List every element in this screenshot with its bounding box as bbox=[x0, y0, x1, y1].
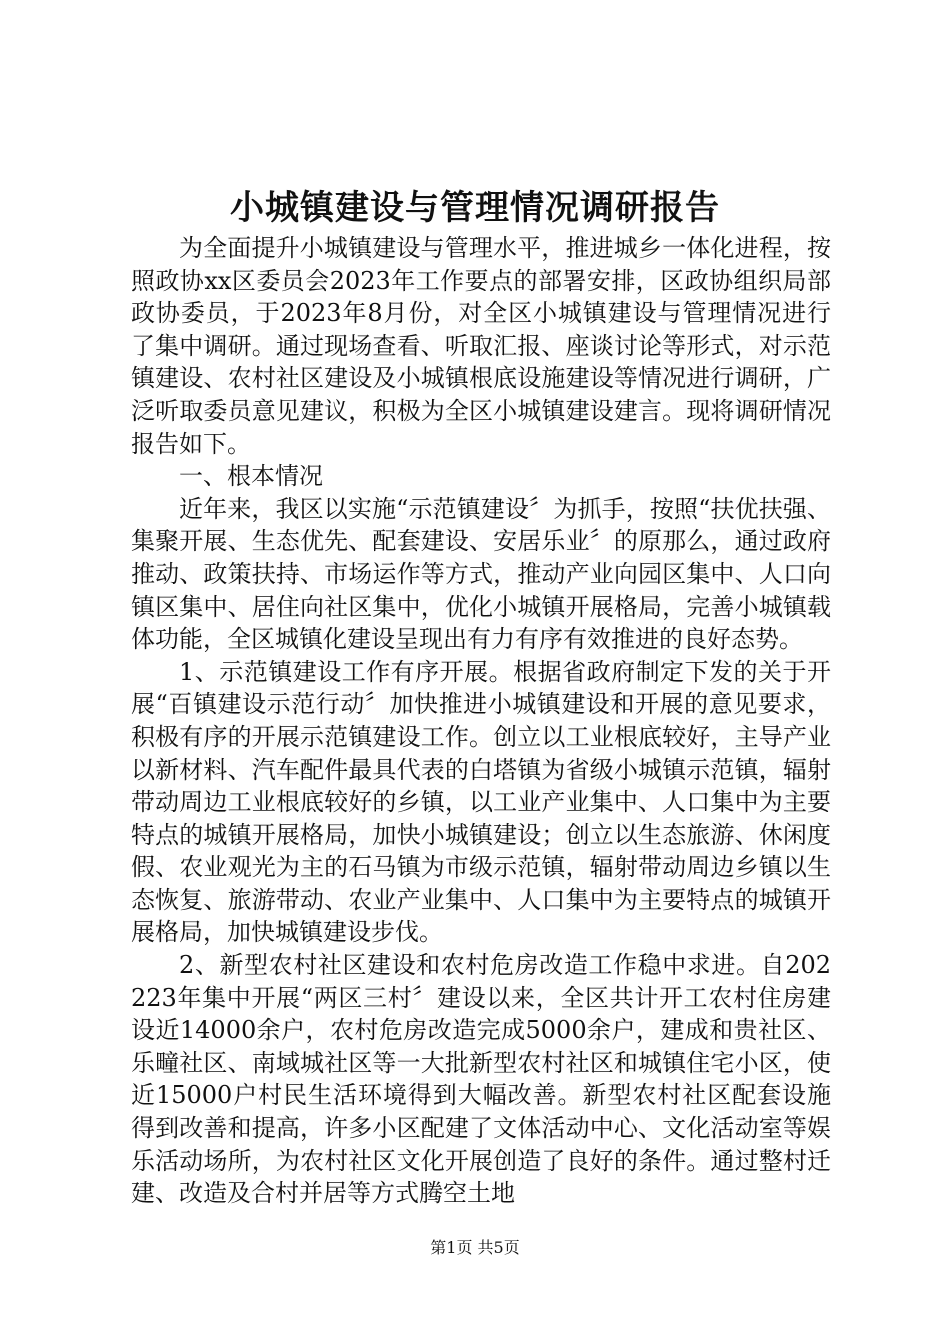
document-title: 小城镇建设与管理情况调研报告 bbox=[230, 188, 720, 228]
page-footer: 第1页 共5页 bbox=[430, 1238, 520, 1257]
paragraph-item-1: 1、示范镇建设工作有序开展。根据省政府制定下发的关于开展“百镇建设示范行动〞加快推进小城镇建设和开展的意见要求，积极有序的开展示范镇建设工作。创立以工业根底较好，主导产业以新材料、汽车配件最具代表的白塔镇为省级小城镇示范镇，辐射带动周边工业根底较好的乡镇，以工业产业集中、人口集中为主要特点的城镇开展格局，加快小城镇建设；创立以生态旅游、休闲度假、农业观光为主的石马镇为市级示范镇，辐射带动周边乡镇以生态恢复、旅游带动、农业产业集中、人口集中为主要特点的城镇开展格局，加快城镇建设步伐。 bbox=[131, 657, 831, 947]
section-heading-basic-situation: 一、根本情况 bbox=[179, 462, 323, 491]
paragraph-intro: 为全面提升小城镇建设与管理水平，推进城乡一体化进程，按照政协xx区委员会2023年工作要点的部署安排，区政协组织局部政协委员，于2023年8月份，对全区小城镇建设与管理情况进行了集中调研。通过现场查看、听取汇报、座谈讨论等形式，对示范镇建设、农村社区建设及小城镇根底设施建设等情况进行调研，广泛听取委员意见建议，积极为全区小城镇建设建言。现将调研情况报告如下。 bbox=[131, 234, 831, 458]
paragraph-item-2: 2、新型农村社区建设和农村危房改造工作稳中求进。自202223年集中开展“两区三村〞建设以来，全区共计开工农村住房建设近14000余户，农村危房改造完成5000余户，建成和贵社区、乐疃社区、南域城社区等一大批新型农村社区和城镇住宅小区，使近15000户村民生活环境得到大幅改善。新型农村社区配套设施得到改善和提高，许多小区配建了文体活动中心、文化活动室等娱乐活动场所，为农村社区文化开展创造了良好的条件。通过整村迁建、改造及合村并居等方式腾空土地 bbox=[131, 951, 831, 1208]
paragraph-overview: 近年来，我区以实施“示范镇建设〞为抓手，按照“扶优扶强、集聚开展、生态优先、配套建设、安居乐业〞的原那么，通过政府推动、政策扶持、市场运作等方式，推动产业向园区集中、人口向镇区集中、居住向社区集中，优化小城镇开展格局，完善小城镇载体功能，全区城镇化建设呈现出有力有序有效推进的良好态势。 bbox=[131, 494, 831, 654]
document-body bbox=[131, 232, 831, 1210]
